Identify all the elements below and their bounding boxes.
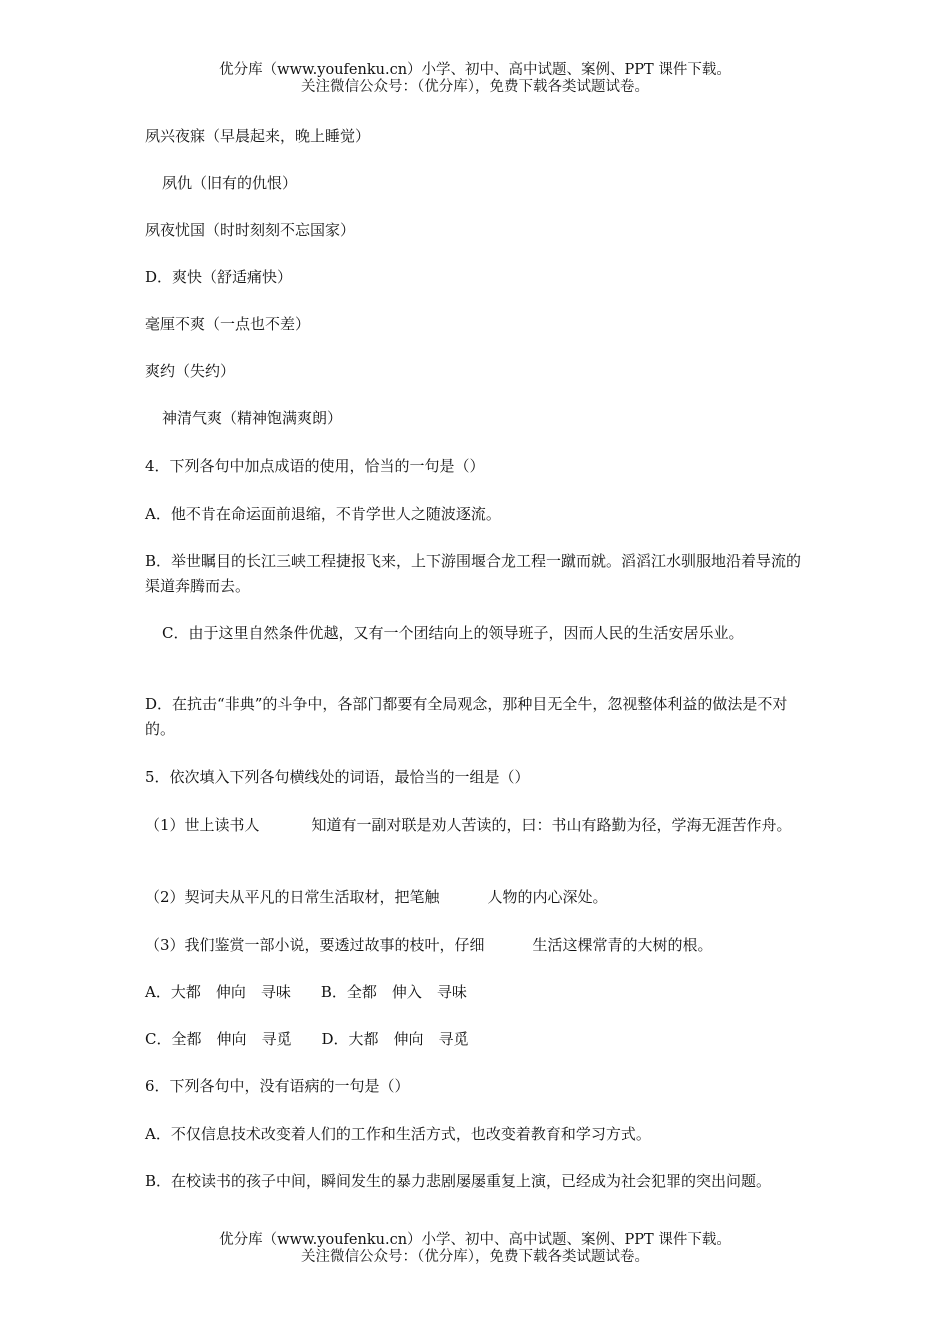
question-5-stem: 5．依次填入下列各句横线处的词语，最恰当的一组是（） bbox=[145, 768, 530, 786]
page-header bbox=[0, 62, 950, 96]
page-footer bbox=[0, 1232, 950, 1266]
header-line-2: 关注微信公众号：（优分库），免费下载各类试题试卷。 bbox=[301, 79, 649, 95]
question-4-option-a: A．他不肯在命运面前退缩，不肯学世人之随波逐流。 bbox=[145, 505, 501, 523]
sentence-1-part-a: （1）世上读书人 bbox=[145, 816, 260, 834]
text-line-3: 夙夜忧国（时时刻刻不忘国家） bbox=[145, 221, 356, 239]
question-5-sentence-1 bbox=[145, 813, 805, 838]
question-6-stem: 6．下列各句中，没有语病的一句是（） bbox=[145, 1077, 410, 1095]
question-5-sentence-2 bbox=[145, 885, 805, 910]
question-5-options-ab: A．大都 伸向 寻味 B．全都 伸入 寻味 bbox=[145, 983, 467, 1001]
sentence-3-part-a: （3）我们鉴赏一部小说，要透过故事的枝叶，仔细 bbox=[145, 936, 485, 954]
sentence-1-part-b: 知道有一副对联是劝人苦读的，曰：书山有路勤为径，学海无涯苦作舟。 bbox=[311, 816, 792, 834]
text-line-1: 夙兴夜寐（早晨起来，晚上睡觉） bbox=[145, 127, 371, 145]
sentence-2-part-a: （2）契诃夫从平凡的日常生活取材，把笔触 bbox=[145, 888, 440, 906]
question-4-option-c: C．由于这里自然条件优越，又有一个团结向上的领导班子，因而人民的生活安居乐业。 bbox=[162, 624, 744, 642]
question-6-option-b: B．在校读书的孩子中间，瞬间发生的暴力悲剧屡屡重复上演，已经成为社会犯罪的突出问题。 bbox=[145, 1172, 772, 1190]
text-line-2: 夙仇（旧有的仇恨） bbox=[162, 174, 298, 192]
sentence-2-part-b: 人物的内心深处。 bbox=[487, 888, 608, 906]
header-line-1: 优分库（www.youfenku.cn）小学、初中、高中试题、案例、PPT 课件下载。 bbox=[219, 62, 731, 78]
question-4-stem: 4．下列各句中加点成语的使用，恰当的一句是（） bbox=[145, 457, 485, 475]
question-5-sentence-3 bbox=[145, 933, 805, 958]
text-line-7: 神清气爽（精神饱满爽朗） bbox=[162, 409, 343, 427]
footer-line-1: 优分库（www.youfenku.cn）小学、初中、高中试题、案例、PPT 课件下载。 bbox=[219, 1232, 731, 1248]
text-line-5: 毫厘不爽（一点也不差） bbox=[145, 315, 311, 333]
question-4-option-b: B．举世瞩目的长江三峡工程捷报飞来，上下游围堰合龙工程一蹴而就。滔滔江水驯服地沿着导流的渠道奔腾而去。 bbox=[145, 552, 802, 595]
question-5-options-cd: C．全都 伸向 寻觅 D．大都 伸向 寻觅 bbox=[145, 1030, 469, 1048]
question-4-option-d: D．在抗击“非典”的斗争中，各部门都要有全局观念，那种目无全牛，忽视整体利益的做法是不对的。 bbox=[145, 695, 788, 738]
text-line-6: 爽约（失约） bbox=[145, 362, 236, 380]
question-6-option-a: A．不仅信息技术改变着人们的工作和生活方式，也改变着教育和学习方式。 bbox=[145, 1125, 651, 1143]
footer-line-2: 关注微信公众号：（优分库），免费下载各类试题试卷。 bbox=[301, 1249, 649, 1265]
text-line-4: D．爽快（舒适痛快） bbox=[145, 268, 293, 286]
sentence-3-part-b: 生活这棵常青的大树的根。 bbox=[532, 936, 713, 954]
